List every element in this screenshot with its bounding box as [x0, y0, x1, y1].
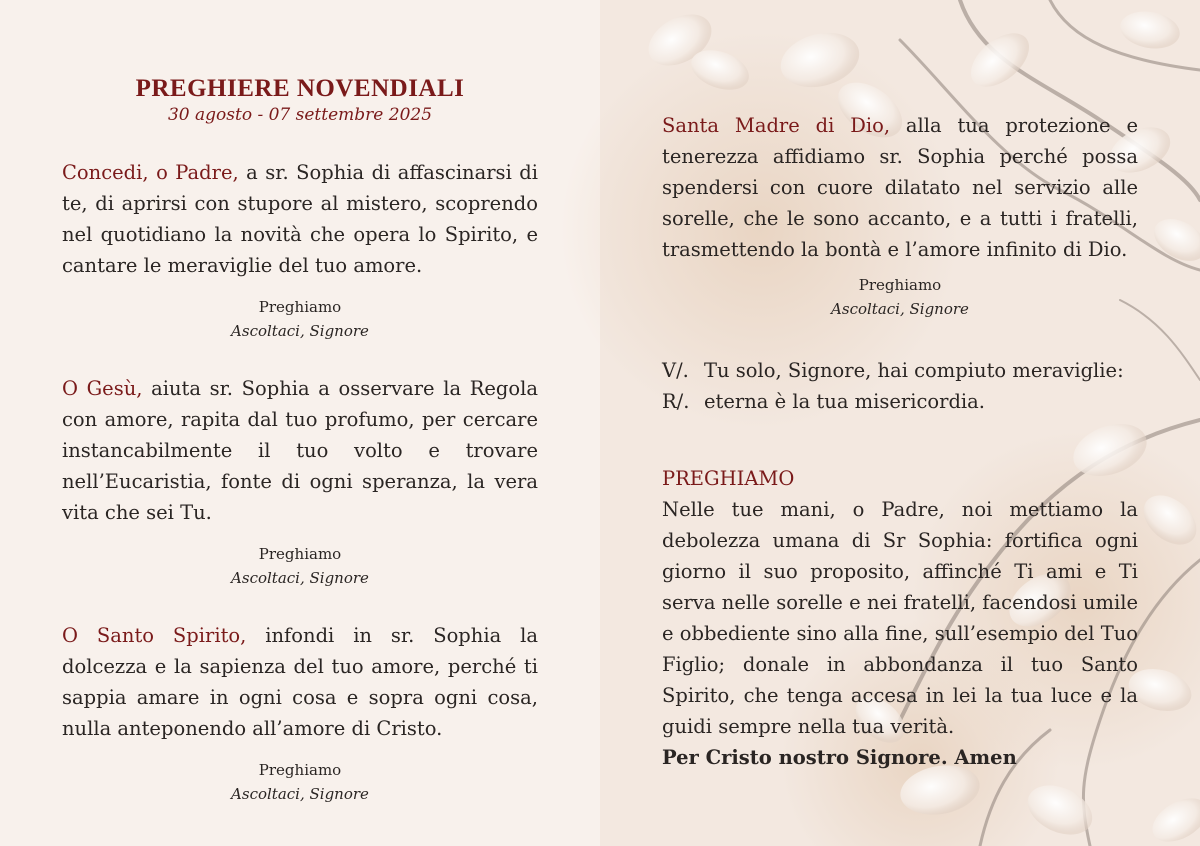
- invocation-lead: O Gesù,: [62, 377, 143, 400]
- responsory-line: [662, 386, 1138, 417]
- response-block: [662, 273, 1138, 321]
- response-block: [62, 542, 538, 590]
- response-prompt: Preghiamo: [258, 761, 342, 779]
- invocation-text: alla tua protezione e tenerezza affidiamo sr. Sophia perché possa spendersi con cuore dilatato nel servizio alle sorelle, che le sono accanto, e a tutti i fratelli, trasmettendo la bontà e l’amore infinito di Dio.: [662, 114, 1138, 261]
- responsory-mark: R/.: [662, 390, 690, 413]
- prayer-heading: PREGHIAMO: [662, 467, 795, 490]
- right-column: [662, 110, 1138, 773]
- prayer-holy-spirit: [62, 620, 538, 806]
- invocation-lead: Concedi, o Padre,: [62, 161, 239, 184]
- response-answer: Ascoltaci, Signore: [231, 785, 369, 803]
- response-block: [62, 758, 538, 806]
- invocation-text: infondi in sr. Sophia la dolcezza e la sapienza del tuo amore, perché ti sappia amare in ogni cosa e sopra ogni cosa, nulla anteponendo all’amore di Cristo.: [62, 624, 538, 740]
- invocation-lead: Santa Madre di Dio,: [662, 114, 891, 137]
- closing-doxology: Per Cristo nostro Signore. Amen: [662, 746, 1017, 769]
- versicle-mark: V/.: [662, 359, 689, 382]
- invocation-text: a sr. Sophia di affascinarsi di te, di aprirsi con stupore al mistero, scoprendo nel quotidiano la novità che opera lo Spirito, e cantare le meraviglie del tuo amore.: [62, 161, 538, 277]
- closing-prayer-text: Nelle tue mani, o Padre, noi mettiamo la debolezza umana di Sr Sophia: fortifica ogni giorno il suo proposito, affinché Ti ami e Ti serva nelle sorelle e nei fratelli, facendosi umile e obbediente sino alla fine, sull’esempio del Tuo Figlio; donale in abbondanza il tuo Santo Spirito, che tenga accesa in lei la tua luce e la guidi sempre nella tua verità.: [662, 498, 1138, 738]
- date-range: 30 agosto - 07 settembre 2025: [167, 105, 433, 125]
- versicle-line: [662, 355, 1138, 386]
- response-answer: Ascoltaci, Signore: [831, 300, 969, 318]
- response-prompt: Preghiamo: [858, 276, 942, 294]
- response-answer: Ascoltaci, Signore: [231, 569, 369, 587]
- responsory-text: eterna è la tua misericordia.: [704, 390, 985, 413]
- prayer-father: [62, 157, 538, 343]
- prayer-mother-of-god: [662, 110, 1138, 321]
- left-column: [62, 75, 538, 806]
- response-block: [62, 295, 538, 343]
- response-prompt: Preghiamo: [258, 298, 342, 316]
- invocation-text: aiuta sr. Sophia a osservare la Regola con amore, rapita dal tuo profumo, per cercare instancabilmente il tuo volto e trovare nell’Eucaristia, fonte di ogni speranza, la vera vita che sei Tu.: [62, 377, 538, 524]
- response-prompt: Preghiamo: [258, 545, 342, 563]
- response-answer: Ascoltaci, Signore: [231, 322, 369, 340]
- invocation-lead: O Santo Spirito,: [62, 624, 247, 647]
- prayer-jesus: [62, 373, 538, 590]
- versicle-text: Tu solo, Signore, hai compiuto meraviglie:: [704, 359, 1124, 382]
- page-title: PREGHIERE NOVENDIALI: [135, 75, 465, 102]
